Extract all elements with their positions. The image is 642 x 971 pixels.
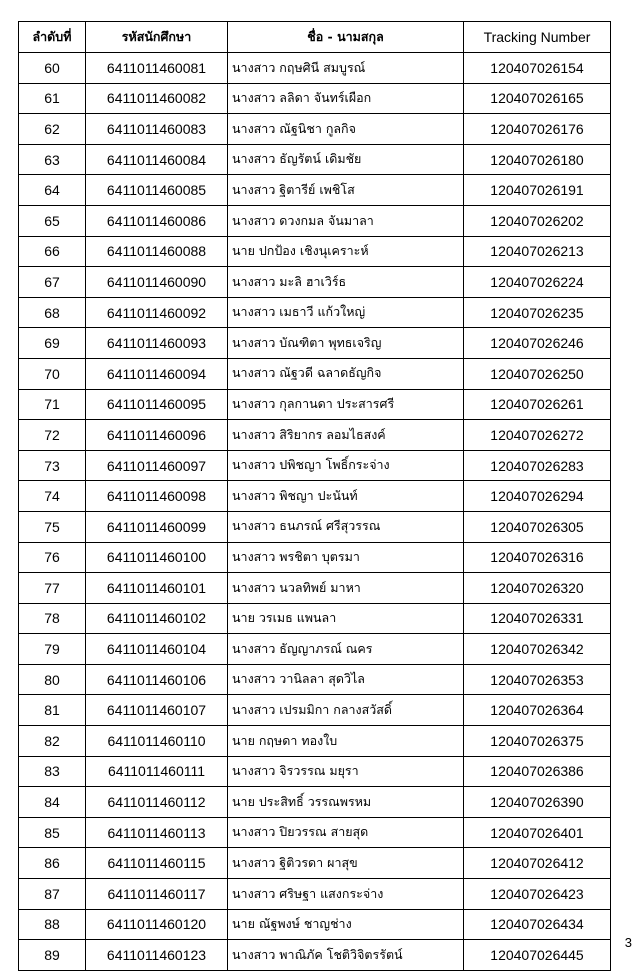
row-order: 84 xyxy=(19,787,86,818)
row-tracking-number: 120407026320 xyxy=(464,573,611,604)
row-order: 64 xyxy=(19,175,86,206)
row-student-id: 6411011460110 xyxy=(86,726,228,757)
row-full-name: นางสาว ธัญญาภรณ์ ณคร xyxy=(228,634,464,665)
row-tracking-number: 120407026191 xyxy=(464,175,611,206)
table-header-row xyxy=(19,22,611,53)
row-order: 68 xyxy=(19,297,86,328)
table-row xyxy=(19,236,611,267)
row-tracking-number: 120407026294 xyxy=(464,481,611,512)
row-tracking-number: 120407026342 xyxy=(464,634,611,665)
row-full-name: นางสาว ธัญรัตน์ เดิมชัย xyxy=(228,144,464,175)
row-full-name: นางสาว ลลิดา จันทร์เผือก xyxy=(228,83,464,114)
table-row xyxy=(19,297,611,328)
table-row xyxy=(19,358,611,389)
row-tracking-number: 120407026386 xyxy=(464,756,611,787)
row-full-name: นางสาว ศริษฐา แสงกระจ่าง xyxy=(228,879,464,910)
row-full-name: นางสาว บัณฑิตา พุทธเจริญ xyxy=(228,328,464,359)
row-student-id: 6411011460106 xyxy=(86,664,228,695)
row-student-id: 6411011460100 xyxy=(86,542,228,573)
row-order: 65 xyxy=(19,205,86,236)
table-row xyxy=(19,909,611,940)
row-full-name: นางสาว กฤษศินี สมบูรณ์ xyxy=(228,53,464,84)
row-full-name: นาย ณัฐพงษ์ ชาญช่าง xyxy=(228,909,464,940)
row-tracking-number: 120407026202 xyxy=(464,205,611,236)
table-row xyxy=(19,328,611,359)
tracking-table xyxy=(18,21,611,971)
row-full-name: นางสาว ดวงกมล จันมาลา xyxy=(228,205,464,236)
row-order: 87 xyxy=(19,879,86,910)
row-student-id: 6411011460112 xyxy=(86,787,228,818)
student-tracking-sheet xyxy=(18,21,610,971)
row-tracking-number: 120407026246 xyxy=(464,328,611,359)
table-row xyxy=(19,450,611,481)
row-tracking-number: 120407026423 xyxy=(464,879,611,910)
table-row xyxy=(19,664,611,695)
row-student-id: 6411011460095 xyxy=(86,389,228,420)
row-student-id: 6411011460117 xyxy=(86,879,228,910)
table-row xyxy=(19,481,611,512)
row-full-name: นางสาว พิชญา ปะนันท์ xyxy=(228,481,464,512)
row-full-name: นางสาว ธนภรณ์ ศรีสุวรรณ xyxy=(228,511,464,542)
table-row xyxy=(19,511,611,542)
row-full-name: นางสาว กุลกานดา ประสารศรี xyxy=(228,389,464,420)
row-full-name: นางสาว พรชิตา บุตรมา xyxy=(228,542,464,573)
row-order: 79 xyxy=(19,634,86,665)
row-order: 86 xyxy=(19,848,86,879)
table-row xyxy=(19,175,611,206)
row-order: 78 xyxy=(19,603,86,634)
row-order: 72 xyxy=(19,420,86,451)
row-full-name: นางสาว ณัฐวดี ฉลาดธัญกิจ xyxy=(228,358,464,389)
row-order: 61 xyxy=(19,83,86,114)
row-student-id: 6411011460086 xyxy=(86,205,228,236)
header-full-name: ชื่อ - นามสกุล xyxy=(228,22,464,53)
table-row xyxy=(19,848,611,879)
row-student-id: 6411011460092 xyxy=(86,297,228,328)
row-student-id: 6411011460093 xyxy=(86,328,228,359)
table-row xyxy=(19,817,611,848)
row-full-name: นางสาว ณัฐนิชา กูลกิจ xyxy=(228,114,464,145)
row-order: 60 xyxy=(19,53,86,84)
row-tracking-number: 120407026434 xyxy=(464,909,611,940)
row-full-name: นางสาว จิรวรรณ มยุรา xyxy=(228,756,464,787)
table-row xyxy=(19,542,611,573)
table-row xyxy=(19,53,611,84)
row-student-id: 6411011460081 xyxy=(86,53,228,84)
row-full-name: นางสาว ฐิตารีย์ เพชิโส xyxy=(228,175,464,206)
row-tracking-number: 120407026165 xyxy=(464,83,611,114)
row-student-id: 6411011460082 xyxy=(86,83,228,114)
row-tracking-number: 120407026401 xyxy=(464,817,611,848)
row-tracking-number: 120407026224 xyxy=(464,267,611,298)
row-student-id: 6411011460111 xyxy=(86,756,228,787)
row-tracking-number: 120407026364 xyxy=(464,695,611,726)
row-tracking-number: 120407026213 xyxy=(464,236,611,267)
table-row xyxy=(19,144,611,175)
row-full-name: นาย ประสิทธิ์ วรรณพรหม xyxy=(228,787,464,818)
row-tracking-number: 120407026261 xyxy=(464,389,611,420)
row-tracking-number: 120407026353 xyxy=(464,664,611,695)
page-number: 3 xyxy=(624,935,632,950)
row-full-name: นางสาว ปพิชญา โพธิ์กระจ่าง xyxy=(228,450,464,481)
row-student-id: 6411011460099 xyxy=(86,511,228,542)
row-order: 75 xyxy=(19,511,86,542)
row-order: 71 xyxy=(19,389,86,420)
row-tracking-number: 120407026445 xyxy=(464,940,611,971)
table-row xyxy=(19,940,611,971)
row-order: 80 xyxy=(19,664,86,695)
row-tracking-number: 120407026176 xyxy=(464,114,611,145)
row-student-id: 6411011460090 xyxy=(86,267,228,298)
row-order: 89 xyxy=(19,940,86,971)
row-order: 66 xyxy=(19,236,86,267)
row-student-id: 6411011460120 xyxy=(86,909,228,940)
row-full-name: นาย ปกป้อง เชิงนุเคราะห์ xyxy=(228,236,464,267)
table-row xyxy=(19,726,611,757)
row-student-id: 6411011460101 xyxy=(86,573,228,604)
row-full-name: นางสาว ฐิติวรดา ผาสุข xyxy=(228,848,464,879)
row-full-name: นางสาว สิริยากร ลอมไธสงค์ xyxy=(228,420,464,451)
table-row xyxy=(19,389,611,420)
table-row xyxy=(19,603,611,634)
table-row xyxy=(19,573,611,604)
row-full-name: นางสาว พาณิภัค โชติวิจิตรรัตน์ xyxy=(228,940,464,971)
row-order: 73 xyxy=(19,450,86,481)
row-tracking-number: 120407026154 xyxy=(464,53,611,84)
row-order: 67 xyxy=(19,267,86,298)
table-row xyxy=(19,420,611,451)
table-row xyxy=(19,756,611,787)
row-order: 70 xyxy=(19,358,86,389)
row-student-id: 6411011460098 xyxy=(86,481,228,512)
row-student-id: 6411011460084 xyxy=(86,144,228,175)
row-full-name: นาย วรเมธ แพนลา xyxy=(228,603,464,634)
row-full-name: นางสาว นวลทิพย์ มาหา xyxy=(228,573,464,604)
row-tracking-number: 120407026235 xyxy=(464,297,611,328)
table-body xyxy=(19,53,611,971)
row-student-id: 6411011460107 xyxy=(86,695,228,726)
header-tracking-number: Tracking Number xyxy=(464,22,611,53)
row-student-id: 6411011460115 xyxy=(86,848,228,879)
row-full-name: นางสาว มะลิ ฮาเวิร์ธ xyxy=(228,267,464,298)
row-full-name: นางสาว เปรมมิกา กลางสวัสดิ์ xyxy=(228,695,464,726)
row-tracking-number: 120407026283 xyxy=(464,450,611,481)
row-student-id: 6411011460104 xyxy=(86,634,228,665)
row-student-id: 6411011460123 xyxy=(86,940,228,971)
row-tracking-number: 120407026250 xyxy=(464,358,611,389)
row-order: 83 xyxy=(19,756,86,787)
row-full-name: นางสาว เมธาวี แก้วใหญ่ xyxy=(228,297,464,328)
row-order: 82 xyxy=(19,726,86,757)
row-tracking-number: 120407026331 xyxy=(464,603,611,634)
row-student-id: 6411011460113 xyxy=(86,817,228,848)
row-student-id: 6411011460088 xyxy=(86,236,228,267)
row-tracking-number: 120407026180 xyxy=(464,144,611,175)
row-student-id: 6411011460083 xyxy=(86,114,228,145)
row-order: 85 xyxy=(19,817,86,848)
row-order: 69 xyxy=(19,328,86,359)
table-row xyxy=(19,787,611,818)
row-tracking-number: 120407026390 xyxy=(464,787,611,818)
row-tracking-number: 120407026305 xyxy=(464,511,611,542)
row-full-name: นางสาว ปิยวรรณ สายสุด xyxy=(228,817,464,848)
header-student-id: รหัสนักศึกษา xyxy=(86,22,228,53)
row-tracking-number: 120407026412 xyxy=(464,848,611,879)
row-order: 77 xyxy=(19,573,86,604)
header-order: ลำดับที่ xyxy=(19,22,86,53)
row-order: 88 xyxy=(19,909,86,940)
table-row xyxy=(19,114,611,145)
row-student-id: 6411011460102 xyxy=(86,603,228,634)
table-row xyxy=(19,83,611,114)
row-order: 74 xyxy=(19,481,86,512)
table-row xyxy=(19,879,611,910)
row-tracking-number: 120407026375 xyxy=(464,726,611,757)
row-full-name: นางสาว วานิลลา สุดวิไล xyxy=(228,664,464,695)
row-order: 63 xyxy=(19,144,86,175)
row-student-id: 6411011460097 xyxy=(86,450,228,481)
table-row xyxy=(19,267,611,298)
row-student-id: 6411011460096 xyxy=(86,420,228,451)
row-tracking-number: 120407026272 xyxy=(464,420,611,451)
table-row xyxy=(19,695,611,726)
row-full-name: นาย กฤษดา ทองใบ xyxy=(228,726,464,757)
table-row xyxy=(19,634,611,665)
table-row xyxy=(19,205,611,236)
row-order: 81 xyxy=(19,695,86,726)
row-student-id: 6411011460094 xyxy=(86,358,228,389)
row-student-id: 6411011460085 xyxy=(86,175,228,206)
row-tracking-number: 120407026316 xyxy=(464,542,611,573)
row-order: 76 xyxy=(19,542,86,573)
row-order: 62 xyxy=(19,114,86,145)
